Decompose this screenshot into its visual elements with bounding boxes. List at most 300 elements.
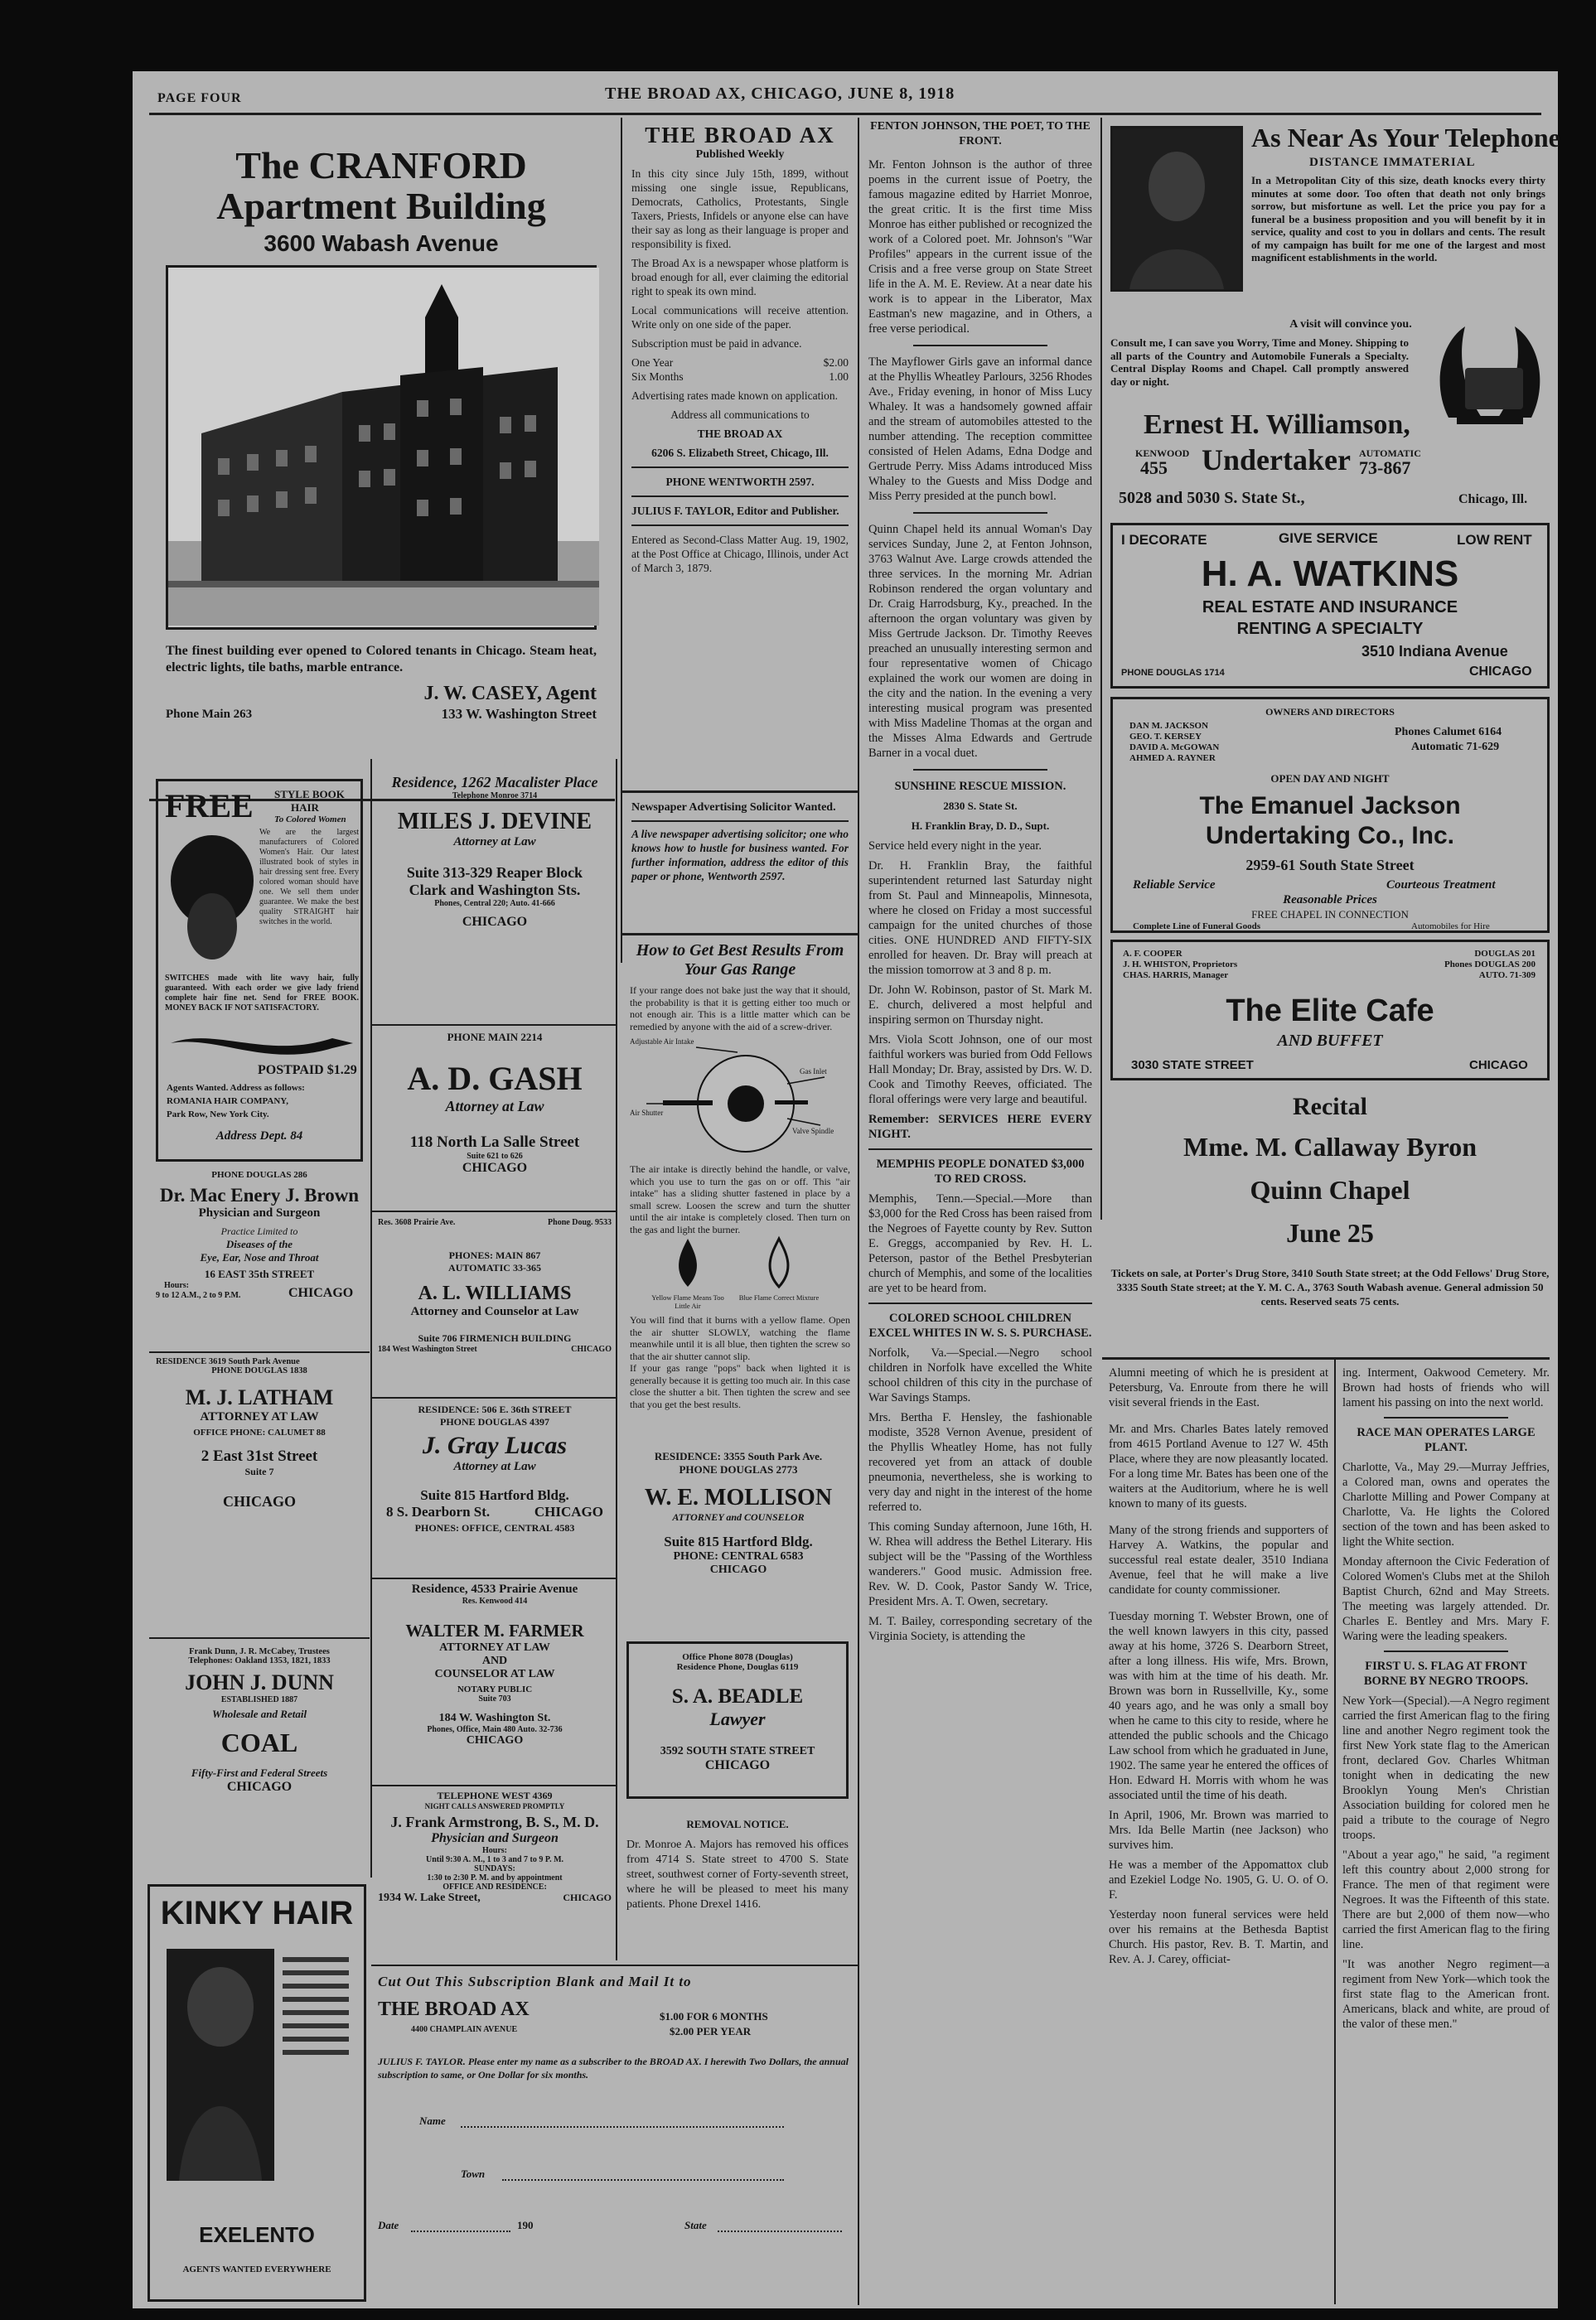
memphis-head: MEMPHIS PEOPLE DONATED $3,000 TO RED CROSS. — [876, 1158, 1085, 1186]
armstrong-ad — [378, 1790, 612, 1960]
brown-ad — [156, 1170, 363, 1349]
latham-title: ATTORNEY AT LAW — [200, 1410, 319, 1423]
armstrong-address: 1934 W. Lake Street, — [378, 1892, 481, 1904]
williamson-address: 5028 and 5030 S. State St., — [1119, 489, 1305, 507]
devine-ad — [378, 774, 612, 1022]
label-gas-inlet: Gas Inlet — [800, 1067, 827, 1075]
kenwood-label: KENWOOD — [1135, 447, 1190, 459]
dunn-name: JOHN J. DUNN — [185, 1670, 334, 1694]
gas-p3: You will find that it burns with a yellow flame. Open the air shutter SLOWLY, watching the flame meanwhile until it is all blue, then tighten the screw so that the air shutter cannot slip. — [630, 1314, 850, 1362]
mollison-phone: PHONE DOUGLAS 2773 — [679, 1463, 798, 1476]
right-a-p0: Alumni meeting of which he is president at Petersburg, Va. Enroute from there he will visit several friends in the East. — [1109, 1366, 1328, 1409]
jackson-autos: Automobiles for Hire — [1411, 921, 1490, 931]
info-entered: Entered as Second-Class Matter Aug. 19, 1902, at the Post Office at Chicago, Illinois, under Act of March 3, 1879. — [631, 534, 849, 574]
elite-cafe-ad — [1110, 940, 1550, 1080]
tel-sub: DISTANCE IMMATERIAL — [1309, 156, 1476, 169]
mollison-title: ATTORNEY and COUNSELOR — [672, 1511, 805, 1523]
cutout-six-months: $1.00 FOR 6 MONTHS — [660, 2010, 768, 2023]
cutout-title: THE BROAD AX — [378, 1999, 530, 2020]
recital-l4: June 25 — [1286, 1218, 1374, 1248]
free-dept: Address Dept. 84 — [215, 1129, 303, 1143]
price-row: One Year $2.00 — [631, 356, 849, 369]
section-rule — [371, 1785, 617, 1786]
brown-phone: PHONE DOUGLAS 286 — [211, 1170, 307, 1180]
right-b-p5: "It was another Negro regiment—a regiment from New York—which took the first state flag to the American front. Americans, black and white, are proud of the valor of these men." — [1342, 1958, 1550, 2031]
latham-phone: PHONE DOUGLAS 1838 — [211, 1366, 307, 1375]
jackson-open: OPEN DAY AND NIGHT — [1270, 772, 1390, 785]
farmer-suite: Suite 703 — [478, 1694, 511, 1704]
brown-city: CHICAGO — [288, 1286, 354, 1300]
label-valve-spindle: Valve Spindle — [792, 1127, 834, 1135]
dunn-telephones: Telephones: Oakland 1353, 1821, 1833 — [188, 1656, 331, 1665]
flame-figures — [630, 1235, 850, 1314]
jackson-owner-list: DAN M. JACKSON GEO. T. KERSEY DAVID A. McGOWAN AHMED A. RAYNER — [1129, 721, 1220, 763]
jackson-ad — [1110, 697, 1550, 933]
williamson-city: Chicago, Ill. — [1458, 492, 1528, 506]
dunn-ad — [151, 1647, 368, 1829]
automatic-label: AUTOMATIC — [1359, 447, 1421, 459]
section-rule — [621, 790, 858, 793]
portrait-icon — [1113, 128, 1241, 289]
williams-suite: Suite 706 FIRMENICH BUILDING — [418, 1332, 572, 1344]
section-rule — [371, 1397, 617, 1399]
recital-l1: Recital — [1293, 1093, 1367, 1120]
date-field-label: Date — [378, 2219, 399, 2231]
cranford-address: 3600 Wabash Avenue — [264, 230, 499, 256]
wreath-icon — [1432, 318, 1548, 451]
jackson-name2: Undertaking Co., Inc. — [1205, 822, 1455, 849]
latham-office: OFFICE PHONE: CALUMET 88 — [193, 1428, 326, 1438]
info-p2: The Broad Ax is a newspaper whose platform is broad enough for all, ever claiming the editorial right to speak its own mind. — [631, 257, 849, 297]
cranford-phone: Phone Main 263 — [166, 708, 253, 721]
info-p5: Advertising rates made known on application. — [631, 389, 838, 402]
tel-consult: Consult me, I can save you Worry, Time and Money. Shipping to all parts of the Country and Automobile Funerals a Specialty. Central Display Rooms and Chapel. Call promptly answered day or night. — [1110, 336, 1409, 388]
section-rule — [621, 933, 858, 935]
gas-p1: If your range does not bake just the way that it should, the probability is that it is getting either too much or not enough air. This is a little matter which can be remedied by anyone with the aid of a screw-driver. — [630, 984, 850, 1032]
info-phone: PHONE WENTWORTH 2597. — [665, 476, 815, 488]
removal-body: Dr. Monroe A. Majors has removed his offices from 4714 S. State street to 4700 S. State street, southwest corner of Forty-seventh street, where he will be pleased to meet his many patients. Phone Drexel 1416. — [626, 1839, 849, 1911]
broad-ax-title: THE BROAD AX — [645, 123, 835, 147]
price-row: Six Months 1.00 — [631, 370, 849, 383]
free-hair-ad — [156, 779, 363, 1162]
kinky-product: EXELENTO — [199, 2222, 315, 2247]
gas-valve-diagram — [630, 1036, 850, 1160]
devine-residence: Residence, 1262 Macalister Place — [391, 774, 598, 790]
column-3 — [868, 119, 1092, 2298]
jackson-reliable: Reliable Service — [1133, 878, 1216, 892]
devine-phones: Phones, Central 220; Auto. 41-666 — [434, 899, 555, 908]
armstrong-sundays: SUNDAYS: — [474, 1864, 515, 1873]
right-a-p2: Many of the strong friends and supporters of Harvey A. Watkins, the popular and successful real estate dealer, 3510 Indiana Avenue, feel that he will make a live candidate for county commissioner. — [1109, 1524, 1328, 1597]
brown-specialty: Eye, Ear, Nose and Throat — [200, 1251, 319, 1264]
mollison-city: CHICAGO — [709, 1564, 767, 1576]
gash-title: Attorney at Law — [445, 1098, 544, 1114]
williams-phones1: PHONES: MAIN 867 — [448, 1249, 541, 1261]
elite-name: The Elite Cafe — [1226, 993, 1434, 1028]
sunshine-head: SUNSHINE RESCUE MISSION. — [894, 780, 1066, 793]
info-p4: Subscription must be paid in advance. — [631, 337, 802, 350]
flame-blue-caption: Blue Flame Correct Mixture — [738, 1293, 820, 1302]
jackson-courteous: Courteous Treatment — [1386, 878, 1496, 892]
armstrong-hours: Until 9:30 A. M., 1 to 3 and 7 to 9 P. M. — [425, 1855, 564, 1864]
undertaker-label: Undertaker — [1202, 443, 1351, 476]
kenwood-number: 455 — [1140, 457, 1168, 478]
farmer-city: CHICAGO — [466, 1734, 524, 1747]
colored-p3: This coming Sunday afternoon, June 16th, H. W. Rhea will address the Bethel Literary. His subject will be the "Passing of the Worthless wanderers." Good music. Admission free. Rev. W. D. Cook, Pastor Sandy W. Trice, President Mrs. A. T. Owen, secretary. — [868, 1520, 1092, 1608]
date-field[interactable] — [411, 2231, 510, 2232]
farmer-title2: AND — [481, 1655, 508, 1667]
jackson-owners: OWNERS AND DIRECTORS — [1265, 706, 1395, 718]
right-a-p1: Mr. and Mrs. Charles Bates lately removed from 4615 Portland Avenue to 127 W. 45th Place, where they are now pleasantly located. For a long time Mr. Bates has been one of the waiters at the Auditorium, where he is well known to many of its guests. — [1109, 1423, 1328, 1510]
mollison-ad — [623, 1450, 854, 1591]
column-5 — [1109, 1365, 1328, 2302]
cutout-address: 4400 CHAMPLAIN AVENUE — [411, 2025, 518, 2034]
devine-street: Clark and Washington Sts. — [409, 882, 581, 898]
column-rule — [1334, 1360, 1336, 2304]
lucas-title: Attorney at Law — [453, 1460, 536, 1473]
right-b-h2: FIRST U. S. FLAG AT FRONT BORNE BY NEGRO TROOPS. — [1363, 1660, 1529, 1688]
armstrong-sunday-hours: 1:30 to 2:30 P. M. and by appointment — [427, 1873, 563, 1883]
gash-suite: Suite 621 to 626 — [467, 1152, 523, 1161]
column-rule — [858, 118, 859, 2305]
farmer-ad — [378, 1583, 612, 1777]
brown-hours: 9 to 12 A.M., 2 to 9 P.M. — [156, 1291, 241, 1300]
farmer-kenwood: Res. Kenwood 414 — [462, 1597, 528, 1606]
section-rule — [371, 1211, 617, 1212]
lucas-suite: Suite 815 Hartford Bldg. — [420, 1487, 569, 1503]
beadle-city: CHICAGO — [704, 1758, 771, 1772]
automatic-number: 73-867 — [1359, 457, 1411, 478]
armstrong-office: OFFICE AND RESIDENCE: — [443, 1883, 547, 1892]
right-b-p1: Charlotte, Va., May 29.—Murray Jeffries, a Colored man, owns and operates the Charlotte Milling and Power Company at Charlotte, Va. He lights the Colored section of the town and has been asked to light the White section. — [1342, 1461, 1550, 1549]
gash-ad — [378, 1031, 612, 1203]
right-a-p6: Yesterday noon funeral services were held over his remains at the Bethesda Baptist Church. His pastor, Rev. B. T. Martin, and Rev. A. J. Carey, officiat- — [1109, 1908, 1328, 1966]
broad-ax-info — [631, 123, 849, 777]
lucas-phones: PHONES: OFFICE, CENTRAL 4583 — [414, 1522, 575, 1534]
watkins-city: CHICAGO — [1469, 665, 1532, 679]
brown-limited: Practice Limited to — [220, 1225, 298, 1237]
colored-p2: Mrs. Bertha F. Hensley, the fashionable modiste, 3528 Vernon Avenue, president of the Phyllis Wheatley Home, has not fully recovered yet from an attack of double pneumonia, nevertheless, she is working to very day and night in the interest of the home referred to. — [868, 1411, 1092, 1514]
beadle-address: 3592 SOUTH STATE STREET — [660, 1745, 815, 1757]
colored-p1: Norfolk, Va.—Special.—Negro school children in Norfolk have excelled the White school children of this city in the purchase of War Savings Stamps. — [868, 1346, 1092, 1404]
elite-buffet: AND BUFFET — [1277, 1032, 1383, 1050]
info-p6: Address all communications to — [670, 408, 810, 421]
armstrong-city: CHICAGO — [563, 1892, 612, 1903]
gash-phone: PHONE MAIN 2214 — [447, 1031, 543, 1043]
latham-residence: RESIDENCE 3619 South Park Avenue — [156, 1357, 300, 1366]
beadle-title: Lawyer — [709, 1709, 766, 1729]
gas-p4: If your gas range "pops" back when lighted it is generally because it is getting too much air. In this case close the shutter a bit. Then tighten the screw and see that you get the best results. — [630, 1362, 850, 1410]
lucas-city: CHICAGO — [534, 1504, 603, 1520]
wanted-body: A live newspaper advertising solicitor; one who knows how to hustle for business wanted. For further information, address the editor of this paper or phone, Wentworth 2597. — [631, 828, 849, 882]
cranford-subtitle: Apartment Building — [216, 185, 546, 227]
farmer-address: 184 W. Washington St. — [438, 1712, 551, 1724]
free-company-address: Park Row, New York City. — [167, 1109, 269, 1119]
removal-head: REMOVAL NOTICE. — [686, 1818, 789, 1830]
cranford-title: The CRANFORD — [235, 144, 527, 186]
dunn-coal: COAL — [220, 1728, 298, 1757]
sunshine-p1: Service held every night in the year. — [868, 839, 1042, 853]
free-mid: SWITCHES made with lite wavy hair, fully guaranteed. With each order we give lady friend complete hair fine net. Send for FREE BOOK. MONEY BACK IF NOT SATISFACTORY. — [165, 974, 359, 1013]
tel-title: As Near As Your Telephone — [1251, 123, 1560, 152]
devine-name: MILES J. DEVINE — [397, 809, 592, 834]
free-hair: HAIR — [291, 801, 319, 814]
farmer-title1: ATTORNEY AT LAW — [439, 1641, 550, 1654]
williams-city: CHICAGO — [571, 1345, 612, 1354]
column-rule — [370, 759, 372, 1878]
sunshine-supt: H. Franklin Bray, D. D., Supt. — [911, 819, 1050, 832]
free-agents: Agents Wanted. Address as follows: — [167, 1083, 305, 1093]
beadle-name: S. A. BEADLE — [671, 1685, 804, 1708]
farmer-phones: Phones, Office, Main 480 Auto. 32-736 — [427, 1725, 563, 1734]
town-field-label: Town — [461, 2168, 486, 2180]
fenton-head: FENTON JOHNSON, THE POET, TO THE FRONT. — [870, 120, 1091, 147]
flame-icon — [630, 1235, 850, 1293]
free-women: To Colored Women — [274, 814, 346, 824]
lucas-phone: PHONE DOUGLAS 4397 — [439, 1416, 549, 1428]
sunshine-addr: 2830 S. State St. — [943, 800, 1018, 812]
farmer-residence: Residence, 4533 Prairie Avenue — [411, 1583, 578, 1596]
subscription-blank — [378, 1974, 850, 2302]
wanted-head: Newspaper Advertising Solicitor Wanted. — [631, 801, 836, 814]
cranford-agent: J. W. CASEY, Agent — [423, 683, 597, 704]
right-a-p4: In April, 1906, Mr. Brown was married to Mrs. Ida Belle Martin (nee Jackson) who survives him. — [1109, 1809, 1328, 1852]
label-air-shutter: Air Shutter — [630, 1109, 664, 1117]
cranford-ad — [157, 146, 605, 784]
free-body: We are the largest manufacturers of Colored Women's Hair. Our latest illustrated book of styles in hair dressing sent free. Every colored woman should have one. We sell them under guarantee. We make the best quality STRAIGHT hair switches in the world. — [259, 828, 359, 926]
mollison-name: W. E. MOLLISON — [644, 1485, 833, 1510]
dunn-trustees: Frank Dunn, J. R. McCabey, Trustees — [189, 1647, 330, 1656]
armstrong-name: J. Frank Armstrong, B. S., M. D. — [390, 1814, 599, 1830]
removal-notice — [626, 1818, 849, 1959]
williams-title: Attorney and Counselor at Law — [410, 1305, 579, 1318]
tel-visit: A visit will convince you. — [1289, 318, 1412, 331]
watkins-tag1: I DECORATE — [1121, 532, 1207, 548]
tel-body: In a Metropolitan City of this size, death knocks every thirty minutes at some door. Too often that death not only brings sorrow, but misfortune as well. Let the price you pay for a funeral be a business proposition and you will benefit by it in service, quality and cost to you in dollars and cents. The result of my campaign has built for me one of the largest and most magnificent establishments in the world. — [1251, 174, 1545, 263]
info-p3: Local communications will receive attention. Write only on one side of the paper. — [631, 304, 849, 331]
colored-p4: M. T. Bailey, corresponding secretary of the Virginia Society, is attending the — [868, 1615, 1092, 1643]
lucas-address: 8 S. Dearborn St. — [386, 1504, 491, 1520]
right-b-p4: "About a year ago," he said, "a regiment left this country about 2,000 strong for France. The men of that regiment were Negroes. It was the Fifteenth of this state. There are but 2,000 of them now—who carried the first American flag to the firing line. — [1342, 1849, 1550, 1951]
fenton-p1: Mr. Fenton Johnson is the author of three poems in the current issue of Poetry, the famous magazine edited by Harriet Monroe, the great critic. It is the first time Miss Monroe has either published or recognized the work of a Colored poet. Mr. Johnson's "War Profiles" appears in the current issue of the Crisis and a free verse group on State Street life in the A. M. E. Review. At a near date his work is to appear in the Liberator, Max Eastman's new magazine, and in Others, a free verse periodical. — [868, 158, 1092, 336]
lucas-residence: RESIDENCE: 506 E. 36th STREET — [418, 1404, 572, 1415]
elite-city: CHICAGO — [1469, 1058, 1528, 1072]
brown-name: Dr. Mac Enery J. Brown — [159, 1185, 360, 1206]
building-illustration — [168, 268, 599, 626]
header-rule — [149, 113, 1541, 115]
gash-city: CHICAGO — [462, 1161, 528, 1175]
building-photo — [166, 265, 597, 630]
armstrong-telephone: TELEPHONE WEST 4369 — [437, 1790, 553, 1801]
watkins-ad — [1110, 523, 1550, 689]
broad-ax-sub: Published Weekly — [695, 148, 785, 161]
info-p7: THE BROAD AX — [697, 428, 783, 440]
watkins-tag3: LOW RENT — [1457, 532, 1532, 548]
gas-diagram — [630, 1036, 850, 1160]
williams-phone: Phone Doug. 9533 — [548, 1218, 612, 1227]
devine-title: Attorney at Law — [453, 835, 536, 848]
right-b-h1: RACE MAN OPERATES LARGE PLANT. — [1357, 1426, 1536, 1454]
jackson-address: 2959-61 South State Street — [1245, 857, 1415, 873]
woman-portrait-icon — [158, 1941, 357, 2189]
cranford-caption: The finest building ever opened to Colored tenants in Chicago. Steam heat, electric lights, tile baths, marble entrance. — [166, 644, 597, 674]
right-b-p0: ing. Interment, Oakwood Cemetery. Mr. Brown had hosts of friends who will lament his passing on into the next world. — [1342, 1366, 1550, 1409]
right-a-p3: Tuesday morning T. Webster Brown, one of the well known lawyers in this city, passed away at his home, 3726 S. Dearborn Street, after a long illness. His wife, Mrs. Brown, was with him at the time of his death. Mr. Brown was born in Russellville, Ky., some 40 years ago, and he was only a small boy when he came to this city to reside, where he attended the public schools and the Chicago Law school from which he graduated in June, 1902. The same year he entered the offices of Hon. Edward H. Morris with whom he was associated until the time of his death. — [1109, 1610, 1328, 1802]
cutout-head: Cut Out This Subscription Blank and Mail It to — [378, 1974, 692, 1989]
info-p8: 6206 S. Elizabeth Street, Chicago, Ill. — [651, 447, 829, 459]
year-label: 190 — [517, 2219, 534, 2231]
hair-illustration-icon — [167, 831, 258, 964]
label-air-intake: Adjustable Air Intake — [630, 1037, 694, 1046]
williams-residence: Res. 3608 Prairie Ave. — [378, 1218, 456, 1227]
info-p1: In this city since July 15th, 1899, without missing one single issue, Republicans, Democrats, Catholics, Protestants, Single Taxers, Priests, Infidels or anyone else can have their say as long as their language is proper and responsibility is fixed. — [631, 167, 849, 250]
lucas-name: J. Gray Lucas — [422, 1432, 568, 1459]
free-style: STYLE BOOK — [274, 788, 345, 800]
newspaper-page — [133, 71, 1558, 2308]
elite-address: 3030 STATE STREET — [1131, 1058, 1254, 1072]
recital-tickets: Tickets on sale, at Porter's Drug Store, 3410 South State street; at the Odd Fellows' Drug Store, 3335 South State street; at the Y. M. C. A., 3763 South Wabash avenue. General admission 50 cents. Reserved seats 75 cents. — [1110, 1267, 1550, 1307]
hair-photo — [167, 831, 258, 964]
jackson-chapel: FREE CHAPEL IN CONNECTION — [1251, 908, 1409, 921]
flame-yellow-caption: Yellow Flame Means Too Little Air — [651, 1293, 724, 1310]
beadle-office-phone: Office Phone 8078 (Douglas) — [682, 1652, 793, 1662]
gash-address: 118 North La Salle Street — [409, 1133, 580, 1151]
sunshine-p4: Mrs. Viola Scott Johnson, one of our most faithful workers was buried from Odd Fellows Hall Monday; Dr. Bray, assisted by Drs. W. D. Cook and Timothy Reeves, officiated. The floral offerings were very large and beautiful. — [868, 1033, 1092, 1106]
latham-ad — [156, 1357, 363, 1539]
gash-name: A. D. GASH — [407, 1060, 583, 1097]
dunn-wholesale: Wholesale and Retail — [211, 1708, 307, 1720]
recital-l3: Quinn Chapel — [1250, 1175, 1410, 1205]
watkins-address: 3510 Indiana Avenue — [1361, 643, 1508, 660]
fenton-p3: Quinn Chapel held its annual Woman's Day services Sunday, June 2, at Fenton Johnson, 3763 Walnut Ave. Large crowds attended the three services. In the morning Mr. Adrian Robinson rendered the organ voluntary and Dr. Craig Harrodsburg, Ky., preached. In the afternoon the organ voluntary was given by Miss Gertrude Jackson. Dr. Timothy Reeves preached an unusually interesting sermon and four representative women of Chicago explained the work our women are doing in the city and the nation. In the evening a very interesting musical program was presented with Miss Madeline Thomas at the organ and the Misses Alma Edwards and Gertrude Barner in a vocal duet. — [868, 523, 1092, 760]
williams-address: 184 West Washington Street — [378, 1345, 477, 1354]
column-rule — [616, 759, 617, 1960]
devine-telephone: Telephone Monroe 3714 — [452, 791, 538, 800]
brown-title: Physician and Surgeon — [198, 1206, 321, 1220]
hearse-emblem — [1432, 318, 1548, 451]
hair-switch-icon — [167, 1027, 357, 1060]
farmer-name: WALTER M. FARMER — [405, 1621, 584, 1641]
watkins-line2: RENTING A SPECIALTY — [1236, 620, 1424, 638]
free-company: ROMANIA HAIR COMPANY, — [167, 1096, 288, 1106]
memphis-p1: Memphis, Tenn.—Special.—More than $3,000 for the Red Cross has been raised from the Negroes of Fayette county by Rev. Sutton E. Greggs, accompanied by Rev. H. L. Peterson, pastor of the Bethel Presbyterian church of Memphis, and some of the localities are yet to be heard from. — [868, 1192, 1092, 1295]
jackson-prices: Reasonable Prices — [1283, 893, 1377, 906]
kinky-hair-ad — [148, 1884, 366, 2302]
mollison-phones: PHONE: CENTRAL 6583 — [673, 1550, 804, 1563]
name-field[interactable] — [461, 2126, 784, 2128]
williams-name: A. L. WILLIAMS — [418, 1283, 572, 1304]
farmer-notary: NOTARY PUBLIC — [457, 1684, 533, 1694]
watkins-name: H. A. WATKINS — [1201, 553, 1459, 594]
column-rule — [1100, 118, 1102, 1220]
williams-phones2: AUTOMATIC 33-365 — [448, 1262, 541, 1274]
right-b-p2: Monday afternoon the Civic Federation of Colored Women's Clubs met at the Shiloh Baptist Church, 62nd and May Streets. The meeting was largely attended. Dr. Charles E. Bentley and Mrs. Mary F. Waring were the leading speakers. — [1342, 1555, 1550, 1643]
mollison-residence: RESIDENCE: 3355 South Park Ave. — [654, 1450, 823, 1462]
devine-suite: Suite 313-329 Reaper Block — [406, 864, 583, 881]
devine-city: CHICAGO — [462, 915, 528, 929]
watkins-line1: REAL ESTATE AND INSURANCE — [1202, 598, 1458, 616]
cranford-agent-address: 133 W. Washington Street — [441, 706, 597, 722]
dunn-established: ESTABLISHED 1887 — [220, 1695, 298, 1704]
section-rule — [371, 1024, 617, 1026]
farmer-title3: COUNSELOR AT LAW — [434, 1668, 555, 1680]
brown-address: 16 EAST 35th STREET — [204, 1268, 315, 1280]
watkins-tag2: GIVE SERVICE — [1279, 530, 1378, 546]
elite-phones: DOUGLAS 201 Phones DOUGLAS 200 AUTO. 71-309 — [1444, 949, 1536, 980]
state-field[interactable] — [718, 2231, 842, 2232]
section-rule — [371, 1965, 858, 1966]
colored-head: COLORED SCHOOL CHILDREN EXCEL WHITES IN W. S. S. PURCHASE. — [868, 1312, 1092, 1340]
right-a-p5: He was a member of the Appomattox club and Ezekiel Lodge No. 1905, G. U. O. of O. F. — [1109, 1858, 1328, 1902]
switch-image — [167, 1027, 357, 1060]
williamson-name: Ernest H. Williamson, — [1144, 409, 1410, 440]
right-b-p3: New York—(Special).—A Negro regiment carried the first American flag to the firing line and another Negro regiment took the first New York state flag to the American front, declared Gov. Charles Whitman tonight when in dedicating the new Brooklyn Young Men's Christian Association building for colored men he paid a tribute to the courage of Negro troops. — [1342, 1694, 1550, 1842]
kinky-agents: AGENTS WANTED EVERYWHERE — [182, 2264, 331, 2274]
masthead-line: THE BROAD AX, CHICAGO, JUNE 8, 1918 — [605, 85, 955, 103]
free-postpaid: POSTPAID $1.29 — [258, 1063, 357, 1077]
column-rule — [621, 118, 622, 963]
section-rule — [1102, 1357, 1550, 1360]
state-field-label: State — [684, 2219, 707, 2231]
jackson-funeral-goods: Complete Line of Funeral Goods — [1133, 921, 1260, 931]
williams-ad — [378, 1218, 612, 1392]
brown-hours-label: Hours: — [164, 1281, 189, 1290]
cutout-text: JULIUS F. TAYLOR. Please enter my name as a subscriber to the BROAD AX. I herewith Two Dollars, the annual subscription to same, or One Dollar for six months. — [378, 2056, 849, 2081]
beadle-residence-phone: Residence Phone, Douglas 6119 — [676, 1662, 799, 1672]
gas-p2: The air intake is directly behind the handle, or valve, which you use to turn the gas on or off. This "air intake" has a sliding shutter fastened in place by a small screw. Loosen the screw and turn the shutter until the air intake is completely closed. Then turn on the gas and light the burner. — [630, 1163, 850, 1235]
sunshine-p2: Dr. H. Franklin Bray, the faithful superintendent returned last Saturday night from St. Paul and Minneapolis, Minnesota, where he closed on Friday a most successful campaign for the united churches of those cities. ONE HUNDRED AND FIFTY-SIX enrolled for heaven. Dr. Bray will preach at the mission tomorrow at 3 and 8 p. m. — [868, 859, 1092, 977]
dunn-streets: Fifty-First and Federal Streets — [191, 1767, 328, 1779]
gas-range-article — [630, 941, 850, 1410]
mollison-suite: Suite 815 Hartford Bldg. — [664, 1534, 813, 1549]
beadle-ad — [626, 1641, 849, 1799]
wanted-ad — [631, 800, 849, 933]
armstrong-title: Physician and Surgeon — [431, 1831, 559, 1845]
jackson-phone1: Phones Calumet 6164 — [1395, 726, 1502, 738]
fenton-p2: The Mayflower Girls gave an informal dance at the Phyllis Wheatley Parlours, 3256 Rhodes Ave., Friday evening, in honor of Miss Lucy Whaley. It was a handsomely gowned affair and the stream of automobiles attested to the number attending. The reception committee consisted of Helen Adams, Edna Dodge and Gertrude Perry. Miss Adams introduced Miss Whaley to the Guests and Miss Dodge and Miss Perry presided at the punch bowl. — [868, 355, 1092, 503]
town-field[interactable] — [502, 2179, 784, 2181]
recital-l2: Mme. M. Callaway Byron — [1182, 1132, 1478, 1162]
portrait-photo — [1110, 126, 1243, 292]
armstrong-calls: NIGHT CALLS ANSWERED PROMPTLY — [424, 1802, 565, 1810]
elite-proprietors: A. F. COOPER J. H. WHISTON, Proprietors CHAS. HARRIS, Manager — [1123, 949, 1238, 980]
jackson-name1: The Emanuel Jackson — [1199, 792, 1461, 819]
williamson-ad — [1110, 119, 1560, 517]
gas-title: How to Get Best Results From Your Gas Range — [636, 941, 844, 979]
latham-suite: Suite 7 — [244, 1466, 274, 1477]
watkins-phone: PHONE DOUGLAS 1714 — [1121, 668, 1225, 678]
jackson-phone2: Automatic 71-629 — [1411, 741, 1500, 753]
kinky-title: KINKY HAIR — [160, 1895, 354, 1931]
cutout-per-year: $2.00 PER YEAR — [670, 2025, 752, 2037]
column-6 — [1342, 1365, 1550, 2302]
free-word: FREE — [165, 787, 254, 824]
info-editor: JULIUS F. TAYLOR, Editor and Publisher. — [631, 505, 839, 517]
latham-city: CHICAGO — [222, 1493, 296, 1510]
section-rule — [371, 1578, 617, 1579]
recital-ad — [1110, 1089, 1550, 1358]
section-rule — [149, 1637, 370, 1639]
latham-name: M. J. LATHAM — [185, 1385, 334, 1409]
latham-address: 2 East 31st Street — [201, 1448, 318, 1465]
brown-diseases: Diseases of the — [225, 1238, 293, 1250]
lucas-ad — [378, 1404, 612, 1569]
armstrong-hours-label: Hours: — [482, 1846, 507, 1855]
section-rule — [149, 1351, 370, 1353]
dunn-city: CHICAGO — [226, 1780, 293, 1794]
name-field-label: Name — [419, 2115, 446, 2127]
sunshine-p3: Dr. John W. Robinson, pastor of St. Mark M. E. church, delivered a most helpful and inspiring sermon on Thursday night. — [868, 984, 1092, 1027]
